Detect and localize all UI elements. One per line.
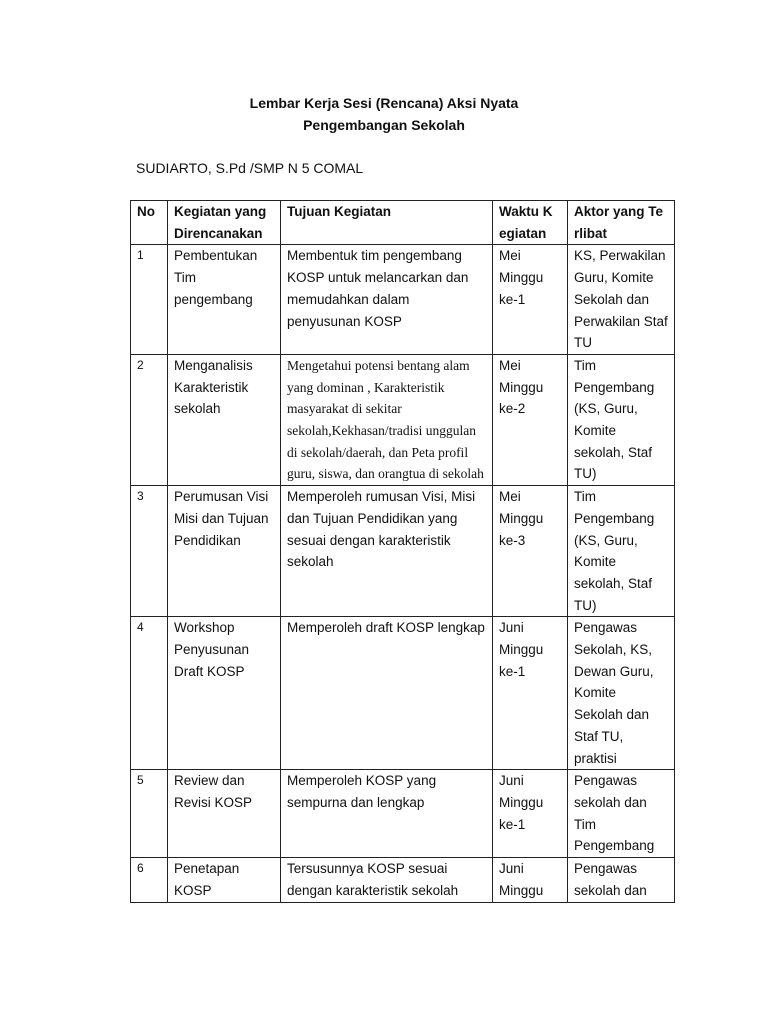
cell-aktor: Pengawas sekolah dan Tim Pengembang bbox=[568, 770, 675, 858]
cell-no: 1 bbox=[131, 245, 168, 355]
cell-aktor: Tim Pengembang (KS, Guru, Komite sekolah, Staf TU) bbox=[568, 486, 675, 617]
cell-tujuan: Mengetahui potensi bentang alam yang dominan , Karakteristik masyarakat di sekitar sekolah,Kekhasan/tradisi unggulan di sekolah/daerah, dan Peta profil guru, siswa, dan orangtua di sekolah bbox=[281, 354, 493, 485]
cell-tujuan: Memperoleh draft KOSP lengkap bbox=[281, 617, 493, 770]
cell-no: 4 bbox=[131, 617, 168, 770]
cell-tujuan: Membentuk tim pengembang KOSP untuk melancarkan dan memudahkan dalam penyusunan KOSP bbox=[281, 245, 493, 355]
cell-no: 6 bbox=[131, 858, 168, 902]
table-row bbox=[131, 770, 675, 858]
header-waktu: Waktu K egiatan bbox=[493, 201, 568, 245]
cell-kegiatan: Review dan Revisi KOSP bbox=[168, 770, 281, 858]
cell-kegiatan: Pembentukan Tim pengembang bbox=[168, 245, 281, 355]
cell-aktor: Tim Pengembang (KS, Guru, Komite sekolah, Staf TU) bbox=[568, 354, 675, 485]
cell-waktu: Mei Minggu ke-2 bbox=[493, 354, 568, 485]
table-row bbox=[131, 486, 675, 617]
cell-kegiatan: Menganalisis Karakteristik sekolah bbox=[168, 354, 281, 485]
cell-waktu: Mei Minggu ke-3 bbox=[493, 486, 568, 617]
author-line: SUDIARTO, S.Pd /SMP N 5 COMAL bbox=[136, 160, 364, 176]
document-subtitle: Pengembangan Sekolah bbox=[303, 117, 465, 133]
table-row bbox=[131, 354, 675, 485]
table-row bbox=[131, 245, 675, 355]
cell-aktor: Pengawas sekolah dan bbox=[568, 858, 675, 902]
cell-waktu: Juni Minggu bbox=[493, 858, 568, 902]
cell-no: 5 bbox=[131, 770, 168, 858]
cell-tujuan: Tersusunnya KOSP sesuai dengan karakteristik sekolah bbox=[281, 858, 493, 902]
header-kegiatan: Kegiatan yang Direncanakan bbox=[168, 201, 281, 245]
table-row bbox=[131, 858, 675, 902]
cell-kegiatan: Penetapan KOSP bbox=[168, 858, 281, 902]
cell-waktu: Juni Minggu ke-1 bbox=[493, 617, 568, 770]
cell-waktu: Juni Minggu ke-1 bbox=[493, 770, 568, 858]
cell-waktu: Mei Minggu ke-1 bbox=[493, 245, 568, 355]
document-title: Lembar Kerja Sesi (Rencana) Aksi Nyata bbox=[249, 95, 519, 111]
action-plan-table bbox=[130, 200, 675, 903]
header-no: No bbox=[131, 201, 168, 245]
cell-kegiatan: Workshop Penyusunan Draft KOSP bbox=[168, 617, 281, 770]
header-aktor: Aktor yang Te rlibat bbox=[568, 201, 675, 245]
table-row bbox=[131, 617, 675, 770]
cell-aktor: KS, Perwakilan Guru, Komite Sekolah dan Perwakilan Staf TU bbox=[568, 245, 675, 355]
cell-aktor: Pengawas Sekolah, KS, Dewan Guru, Komite Sekolah dan Staf TU, praktisi bbox=[568, 617, 675, 770]
cell-tujuan: Memperoleh KOSP yang sempurna dan lengkap bbox=[281, 770, 493, 858]
table-header-row bbox=[131, 201, 675, 245]
cell-tujuan: Memperoleh rumusan Visi, Misi dan Tujuan Pendidikan yang sesuai dengan karakteristik sekolah bbox=[281, 486, 493, 617]
cell-no: 2 bbox=[131, 354, 168, 485]
cell-no: 3 bbox=[131, 486, 168, 617]
header-tujuan: Tujuan Kegiatan bbox=[281, 201, 493, 245]
cell-kegiatan: Perumusan Visi Misi dan Tujuan Pendidikan bbox=[168, 486, 281, 617]
